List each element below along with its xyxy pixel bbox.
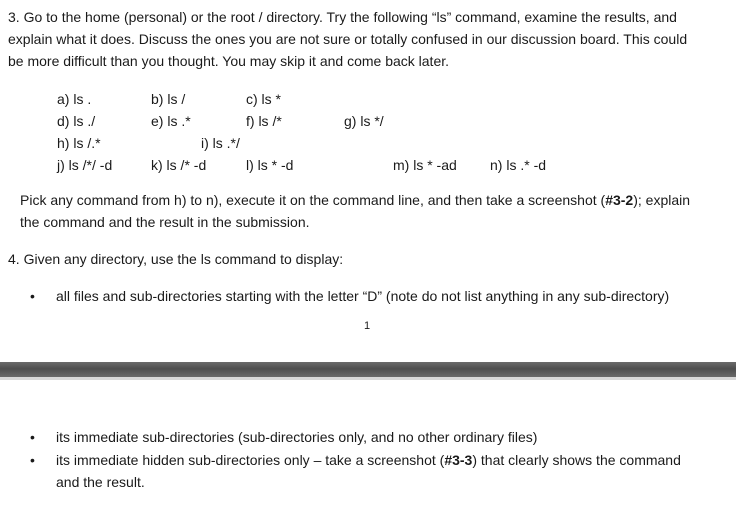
pick-instruction-line-1: Pick any command from h) to n), execute it on the command line, and then take a screenshot (#3-2); explain — [20, 192, 691, 208]
command-m: m) ls * -ad — [393, 157, 457, 173]
command-j: j) ls /*/ -d — [57, 157, 113, 173]
command-b: b) ls / — [151, 91, 186, 107]
question-3-line-1: 3. Go to the home (personal) or the root / directory. Try the following “ls” command, examine the results, and — [8, 9, 677, 25]
command-k: k) ls /* -d — [151, 157, 207, 173]
question-3-line-3: be more difficult than you thought. You may skip it and come back later. — [8, 53, 450, 69]
page-break-divider — [0, 362, 736, 377]
question-4-heading: 4. Given any directory, use the ls command to display: — [8, 251, 344, 267]
bullet-text-3: its immediate hidden sub-directories only – take a screenshot (#3-3) that clearly shows the command and the result. — [56, 452, 681, 490]
page-number: 1 — [364, 320, 371, 332]
command-g: g) ls */ — [344, 113, 384, 129]
screenshot-label-3-3: #3-3 — [444, 452, 473, 468]
pick-instruction — [20, 189, 726, 233]
command-f: f) ls /* — [246, 113, 282, 129]
question-3-line-2: explain what it does. Discuss the ones you are not sure or totally confused in our discussion board. This could — [8, 31, 688, 47]
bullet-text-1: all files and sub-directories starting with the letter “D” (note do not list anything in any sub-directory) — [56, 288, 670, 304]
command-d: d) ls ./ — [57, 113, 96, 129]
bullet-text-2: its immediate sub-directories (sub-directories only, and no other ordinary files) — [56, 429, 538, 445]
command-h: h) ls /.* — [57, 135, 101, 151]
bullet-icon: • — [30, 452, 35, 468]
page-break-shadow — [0, 377, 736, 380]
command-n: n) ls .* -d — [490, 157, 547, 173]
command-i: i) ls .*/ — [201, 135, 240, 151]
bullet-icon: • — [30, 429, 35, 445]
pick-instruction-line-2: the command and the result in the submission. — [20, 214, 310, 230]
bullet-icon: • — [30, 288, 35, 304]
command-l: l) ls * -d — [246, 157, 294, 173]
command-c: c) ls * — [246, 91, 281, 107]
screenshot-label-3-2: #3-2 — [605, 192, 634, 208]
command-a: a) ls . — [57, 91, 92, 107]
command-e: e) ls .* — [151, 113, 191, 129]
question-3-text — [8, 6, 728, 72]
